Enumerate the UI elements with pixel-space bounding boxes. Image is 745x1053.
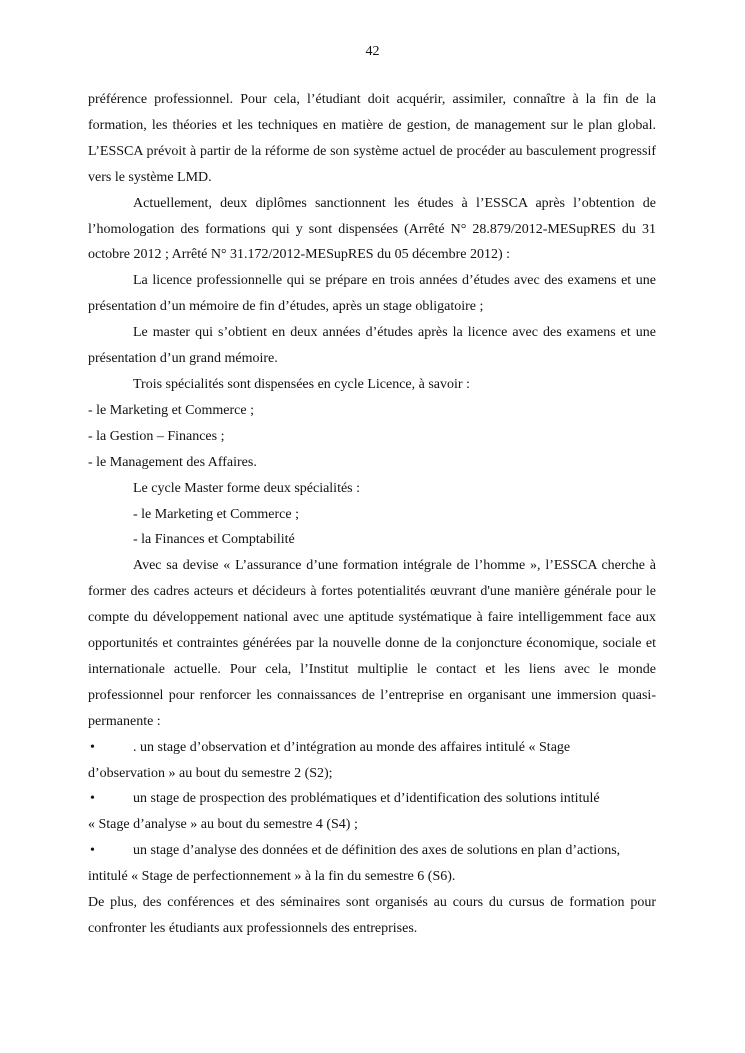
document-body bbox=[88, 87, 656, 942]
bullet-item-perfectionnement bbox=[88, 838, 656, 890]
bullet-text-line2: « Stage d’analyse » au bout du semestre 4 (S4) ; bbox=[88, 817, 358, 833]
list-item: - la Finances et Comptabilité bbox=[133, 532, 295, 548]
bullet-icon: • bbox=[90, 791, 95, 807]
paragraph-conferences: De plus, des conférences et des séminaires sont organisés au cours du cursus de formation pour confronter les étudiants aux professionnels des entreprises. bbox=[88, 895, 656, 936]
list-item: - le Management des Affaires. bbox=[88, 454, 257, 470]
paragraph-licence: La licence professionnelle qui se prépare en trois années d’études avec des examens et une présentation d’un mémoire de fin d’études, après un stage obligatoire ; bbox=[88, 273, 656, 315]
list-item: - le Marketing et Commerce ; bbox=[133, 506, 299, 522]
bullet-text-line1: . un stage d’observation et d’intégration au monde des affaires intitulé « Stage bbox=[133, 739, 571, 755]
bullet-text-line1: un stage de prospection des problématiques et d’identification des solutions intitulé bbox=[133, 791, 600, 807]
bullet-item-observation bbox=[88, 735, 656, 787]
list-item: - la Gestion – Finances ; bbox=[88, 428, 225, 444]
page-number: 42 bbox=[365, 44, 380, 59]
bullet-icon: • bbox=[90, 739, 95, 755]
bullet-text-line1: un stage d’analyse des données et de définition des axes de solutions en plan d’actions, bbox=[133, 843, 621, 859]
paragraph-master-specialties: Le cycle Master forme deux spécialités : bbox=[133, 480, 361, 496]
paragraph-intro: préférence professionnel. Pour cela, l’étudiant doit acquérir, assimiler, connaître à la fin de la formation, les théories et les techniques en matière de gestion, de management sur le plan global. L’ESSCA prévoit à partir de la réforme de son système actuel de procéder au basculement progressif vers le système LMD. bbox=[88, 92, 656, 185]
paragraph-diplomas: Actuellement, deux diplômes sanctionnent les études à l’ESSCA après l’obtention de l’homologation des formations qui y sont dispensées (Arrêté N° 28.879/2012-MESupRES du 31 octobre 2012 ; Arrêté N° 31.172/2012-MESupRES du 05 décembre 2012) : bbox=[88, 195, 656, 263]
paragraph-licence-specialties: Trois spécialités sont dispensées en cycle Licence, à savoir : bbox=[133, 376, 470, 392]
bullet-text-line2: d’observation » au bout du semestre 2 (S2); bbox=[88, 765, 333, 781]
bullet-icon: • bbox=[90, 843, 95, 859]
paragraph-master: Le master qui s’obtient en deux années d’études après la licence avec des examens et une présentation d’un grand mémoire. bbox=[88, 325, 656, 367]
bullet-text-line2: intitulé « Stage de perfectionnement » à la fin du semestre 6 (S6). bbox=[88, 869, 456, 885]
bullet-item-analyse bbox=[88, 786, 656, 838]
list-item: - le Marketing et Commerce ; bbox=[88, 402, 254, 418]
paragraph-motto: Avec sa devise « L’assurance d’une formation intégrale de l’homme », l’ESSCA cherche à former des cadres acteurs et décideurs à fortes potentialités œuvrant d'une manière générale pour le compte du développement national avec une aptitude systématique à faire intelligemment face aux opportunités et contraintes générées par la nouvelle donne de la conjoncture économique, sociale et internationale actuelle. Pour cela, l’Institut multiplie le contact et les liens avec le monde professionnel pour renforcer les connaissances de l’entreprise en organisant une immersion quasi-permanente : bbox=[88, 558, 656, 729]
